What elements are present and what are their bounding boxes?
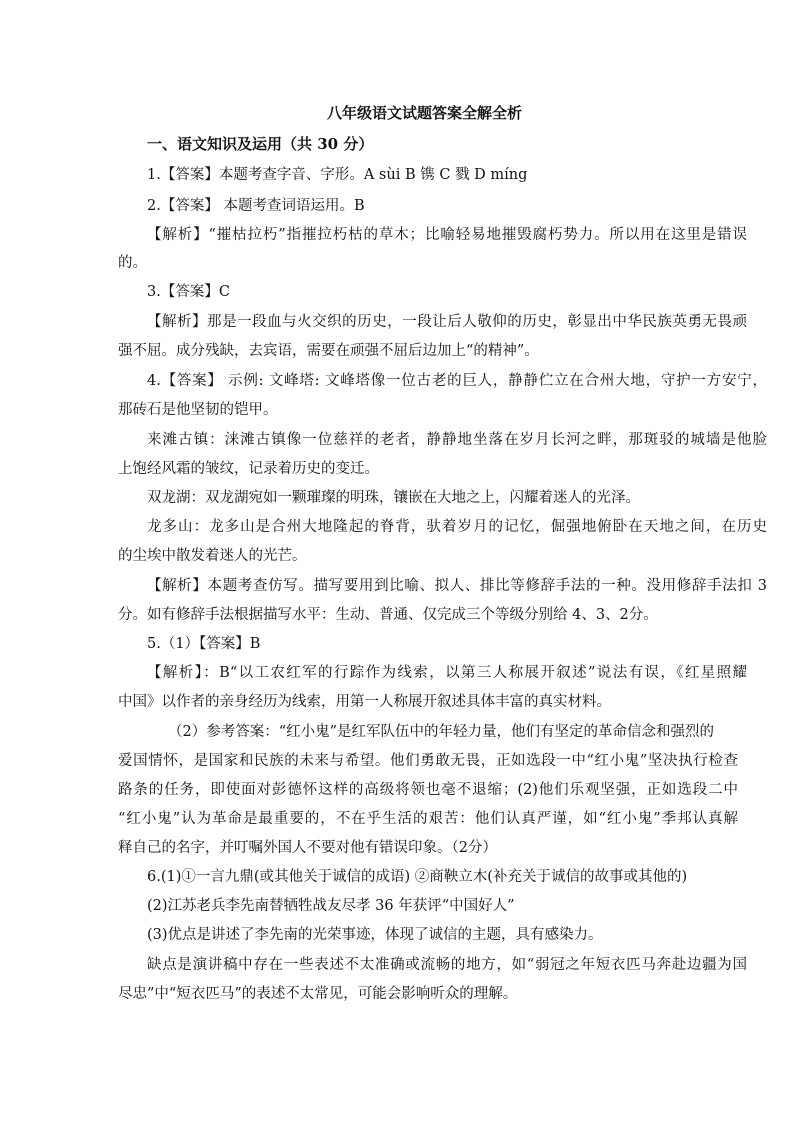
answer-line: 缺点是演讲稿中存在一些表述不太准确或流畅的地方，如“弱冠之年短衣匹马奔赴边疆为国	[147, 957, 747, 973]
answer-line: 尽忠”中“短衣匹马”的表述不太常见，可能会影响听众的理解。	[118, 986, 518, 1002]
answer-line: 3.【答案】C	[147, 284, 230, 300]
answer-line: 4.【答案】 示例: 文峰塔: 文峰塔像一位古老的巨人，静静伫立在合州大地，守护一方安宁，	[147, 373, 767, 389]
answer-line: 那砖石是他坚韧的铠甲。	[118, 402, 278, 418]
answer-line: 5.（1）【答案】B	[147, 636, 261, 652]
answer-line: 的尘埃中散发着迷人的光芒。	[118, 548, 307, 564]
answer-line: 的。	[118, 255, 147, 271]
answer-line: （2）参考答案：“红小鬼”是红军队伍中的年轻力量，他们有坚定的革命信念和强烈的	[168, 724, 715, 740]
answer-line: 强不屈。成分残缺，去宾语，需要在顽强不屈后边加上“的精神”。	[118, 343, 539, 359]
answer-line: (2)江苏老兵李先南替牺牲战友尽孝 36 年获评“中国好人”	[147, 898, 515, 914]
answer-line: 【解析】那是一段血与火交织的历史，一段让后人敬仰的历史，彰显出中华民族英勇无畏顽	[147, 314, 747, 330]
answer-line: 2.【答案】 本题考查词语运用。B	[147, 198, 365, 214]
answer-line: 中国》以作者的亲身经历为线索，用第一人称展开叙述具体丰富的真实材料。	[118, 694, 611, 710]
answer-line: 1.【答案】本题考查字音、字形。A sùi B 镌 C 戮 D míng	[147, 167, 528, 183]
answer-line: 分。如有修辞手法根据描写水平：生动、普通、仅完成三个等级分别给 4、3、2分。	[118, 607, 658, 623]
answer-line: 路条的任务，即使面对彭德怀这样的高级将领也毫不退缩；(2)他们乐观坚强，正如选段二中	[118, 782, 738, 798]
answer-line: 【解析】本题考查仿写。描写要用到比喻、拟人、排比等修辞手法的一种。没用修辞手法扣 3	[147, 578, 767, 594]
answer-line: 龙多山：龙多山是合州大地隆起的脊背，驮着岁月的记忆，倔强地俯卧在天地之间，在历史	[147, 519, 767, 535]
answer-line: “红小鬼”认为革命是最重要的，不在乎生活的艰苦：他们认真严谨，如“红小鬼”季邦认真解	[118, 811, 738, 827]
answer-line: (3)优点是讲述了李先南的光荣事迹，体现了诚信的主题，具有感染力。	[147, 927, 603, 943]
answer-line: 爱国情怀，是国家和民族的未来与希望。他们勇敢无畏，正如选段一中“红小鬼”坚决执行检查	[118, 753, 738, 769]
answer-line: 释自己的名字，并叮嘱外国人不要对他有错误印象。（2分）	[118, 840, 497, 856]
answer-line: 【解析】“摧枯拉朽”指摧拉朽枯的草木；比喻轻易地摧毁腐朽势力。所以用在这里是错误	[147, 227, 747, 243]
section-heading: 一、语文知识及运用（共 30 分）	[147, 135, 374, 153]
answer-line: 上饱经风霜的皱纹，记录着历史的变迁。	[118, 461, 379, 477]
document-title: 八年级语文试题答案全解全析	[327, 104, 523, 122]
answer-line: 来滩古镇：涞滩古镇像一位慈祥的老者，静静地坐落在岁月长河之畔，那斑驳的城墙是他脸	[147, 432, 767, 448]
answer-line: 【解析】：B“以工农红军的行踪作为线索，以第三人称展开叙述”说法有误，《红星照耀	[147, 665, 747, 681]
answer-line: 6.(1)①一言九鼎(或其他关于诚信的成语) ②商鞅立木(补充关于诚信的故事或其他的)	[147, 869, 688, 885]
answer-line: 双龙湖：双龙湖宛如一颗璀璨的明珠，镶嵌在大地之上，闪耀着迷人的光泽。	[147, 490, 640, 506]
